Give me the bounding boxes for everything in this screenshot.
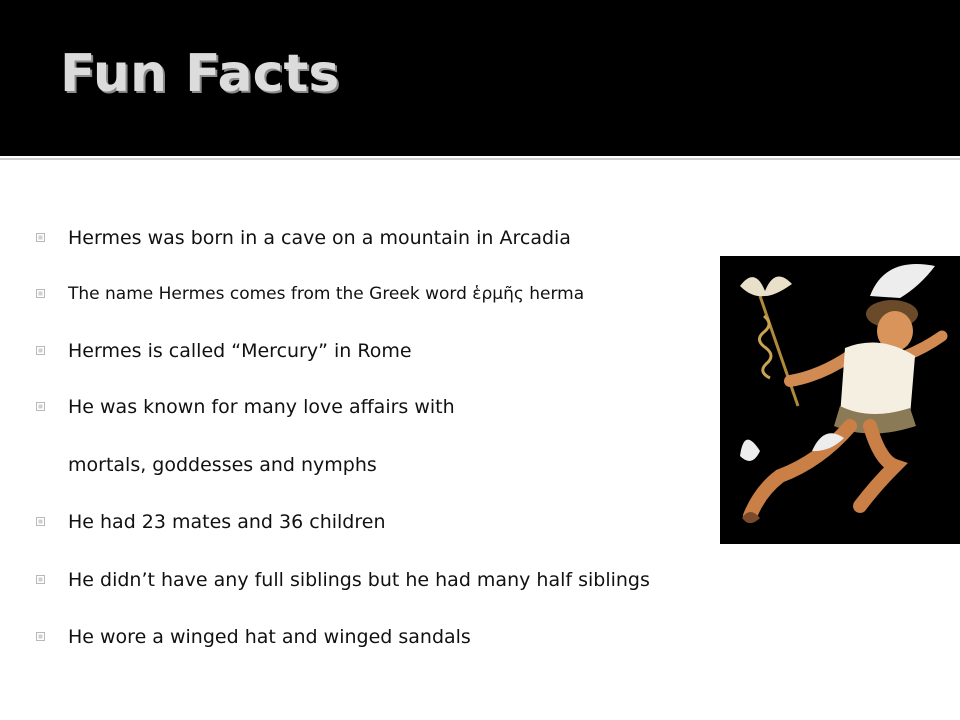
square-bullet-icon	[36, 392, 52, 422]
bullet-item	[36, 223, 571, 253]
bullet-item	[36, 507, 385, 537]
square-bullet-icon	[36, 622, 52, 652]
bullet-text: He didn’t have any full siblings but he had many half siblings	[68, 569, 650, 591]
square-bullet-icon	[36, 565, 52, 595]
slide-title: Fun Facts	[60, 44, 340, 104]
bullet-item	[36, 622, 471, 652]
square-bullet-icon	[36, 279, 52, 309]
bullet-text: The name Hermes comes from the Greek word ἑρμῆς herma	[68, 284, 585, 304]
bullet-text: He had 23 mates and 36 children	[68, 511, 386, 533]
bullet-continuation	[36, 450, 377, 480]
bullet-text: Hermes is called “Mercury” in Rome	[68, 340, 412, 362]
title-divider	[0, 151, 960, 156]
square-bullet-icon	[36, 336, 52, 366]
bullet-item	[36, 392, 455, 422]
title-divider-light	[0, 158, 960, 160]
bullet-text: Hermes was born in a cave on a mountain in Arcadia	[68, 227, 571, 249]
square-bullet-icon	[36, 223, 52, 253]
bullet-text: He was known for many love affairs with	[68, 396, 455, 418]
bullet-text: mortals, goddesses and nymphs	[68, 454, 377, 476]
square-bullet-icon	[36, 507, 52, 537]
bullet-item	[36, 279, 584, 309]
hermes-figure-image	[720, 256, 960, 544]
bullet-item	[36, 336, 412, 366]
bullet-item	[36, 565, 650, 595]
bullet-text: He wore a winged hat and winged sandals	[68, 626, 471, 648]
title-bar	[0, 0, 960, 151]
